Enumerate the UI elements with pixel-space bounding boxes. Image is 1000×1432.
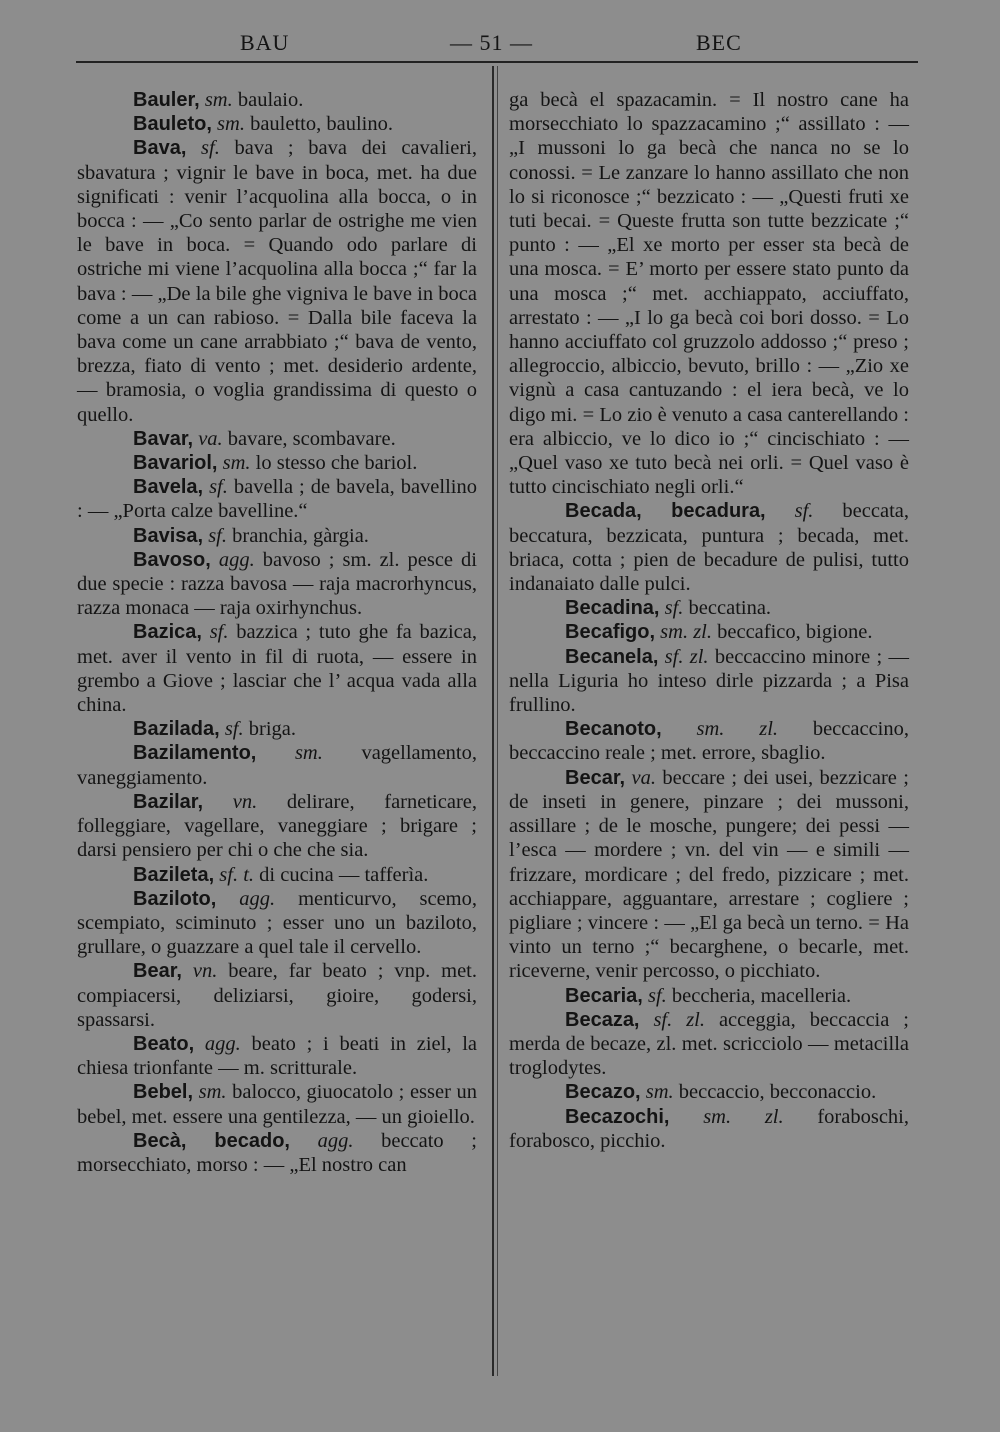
entry-headword: Becafigo, [565, 621, 656, 644]
entry-headword: Bavariol, [133, 452, 218, 475]
entry-definition: bavella ; de bavela, bavellino : — „Porta calze bavelline.“ [77, 476, 477, 523]
dictionary-entry [77, 1032, 477, 1080]
entry-headword: Baziloto, [133, 887, 217, 910]
dictionary-entry [509, 1105, 909, 1153]
dictionary-entry [77, 136, 477, 426]
dictionary-entry [509, 596, 909, 620]
entry-grammar-tag: sf. [647, 984, 667, 1007]
entry-definition: beccata, beccatura, bezzicata, puntura ; becada, met. briaca, cotta ; pien de becadure de pulisi, tutto indanaiato dalle pulci. [509, 500, 909, 596]
entry-headword: Bauleto, [133, 113, 212, 136]
entry-definition: beccaccino, beccaccino reale ; met. errore, sbaglio. [509, 718, 909, 765]
entry-grammar-tag: sm. [294, 742, 323, 765]
entry-grammar-tag: sf. [224, 718, 244, 741]
entry-definition: beato ; i beati in ziel, la chiesa trionfante — m. scritturale. [77, 1032, 478, 1080]
entry-definition: beare, far beato ; vnp. met. compiacersi, deliziarsi, gioire, godersi, spassarsi. [77, 960, 477, 1031]
entry-grammar-tag: sm. zl. [696, 718, 779, 741]
entry-grammar-tag: agg. [317, 1129, 354, 1152]
entry-grammar-tag: sm. [198, 1081, 227, 1104]
dictionary-entry [77, 1080, 477, 1128]
entry-grammar-tag: sm. [222, 452, 251, 475]
entry-headword: Bazilada, [133, 718, 220, 741]
entry-definition: foraboschi, forabosco, picchio. [509, 1105, 909, 1152]
entry-headword: Bavoso, [133, 548, 211, 571]
left-column [77, 88, 477, 1177]
dictionary-entry [77, 741, 477, 789]
entry-headword: Becà, becado, [133, 1129, 290, 1152]
entry-definition: beccare ; dei usei, bezzicare ; de inseti in genere, pinzare ; dei mussoni, assillare ; de le mosche, pungere; dei pessi — l’esca — mordere ; vn. del vin — e simili — frizzare, mordicare ; del fredo, pizzicare ; met. acchiappare, agguantare, arrestare ; cogliere ; pigliare ; vincere : — „El ga becà un terno. = Ha vinto un terno ;“ becarghene, o becarle, met. riceverne, venir percosso, o picchiato. [509, 766, 909, 983]
dictionary-entry [77, 887, 477, 960]
dictionary-entry [509, 766, 909, 984]
entry-headword: Bauler, [133, 89, 200, 111]
entry-definition: bazzica ; tuto ghe fa bazica, met. aver il vento in fil di ruota, — essere in grembo a Giove ; lasciar che l’ acqua vada alla china. [77, 621, 477, 717]
entry-definition: ga becà el spazacamin. = Il nostro cane ha morsecchiato lo spazzacamino ;“ assillato : — „I mussoni lo ga becà che nanca no se lo conossi. = Le zanzare lo hanno assillato che non lo si riconosce ;“ bezzicato : — „Questi fruti xe tuti becai. = Queste frutta son tutte bezzicate ;“ punto : — „El xe morto per esser sta becà de una mosca. = E’ morto per essere stato punto da una mosca ;“ met. acchiappato, acciuffato, arrestato : — „I lo ga becà coi bori dosso. = Lo hanno acciuffato col gruzzolo addosso ;“ preso ; allegroccio, albiccio, bevuto, brillo : — „Zio xe vignù a casa cantuzando : el iera becà, ve lo digo mi. = Lo zio è venuto a casa canterellando : era albiccio, ve lo dico io ;“ cincischiato : — „Quel vaso xe tuto becà nei orli. = Quel vaso è tutto cincischiato negli orli.“ [509, 89, 909, 499]
dictionary-entry [77, 1129, 477, 1177]
entry-grammar-tag: sf. zl. [653, 1008, 705, 1031]
entry-grammar-tag: sf. [208, 524, 227, 547]
entry-definition: di cucina — tafferìa. [254, 863, 429, 886]
entry-headword: Bazilamento, [133, 742, 257, 765]
entry-headword: Beato, [133, 1032, 195, 1055]
entry-headword: Bear, [133, 960, 182, 983]
entry-grammar-tag: sf. [664, 597, 684, 620]
dictionary-entry [77, 112, 477, 136]
entry-definition: vagellamento, vaneggiamento. [77, 742, 477, 789]
column-divider [492, 66, 494, 1376]
entry-headword: Bava, [133, 137, 187, 160]
entry-definition: briga. [243, 718, 297, 741]
entry-grammar-tag: sm. zl. [703, 1105, 784, 1128]
entry-grammar-tag: sm. zl. [660, 621, 712, 644]
entry-grammar-tag: sf. t. [219, 863, 255, 886]
dictionary-entry [509, 717, 909, 765]
entry-grammar-tag: sf. [794, 500, 814, 523]
entry-headword: Becar, [565, 766, 626, 789]
entry-headword: Bebel, [133, 1081, 194, 1104]
entry-headword: Bazileta, [133, 863, 215, 886]
dictionary-entry [77, 790, 477, 863]
entry-definition: beccato ; morsecchiato, morso : — „El nostro can [77, 1129, 477, 1176]
entry-grammar-tag: agg. [239, 887, 276, 910]
dictionary-entry [77, 548, 477, 621]
entry-grammar-tag: sm. [217, 113, 245, 136]
entry-definition: menticurvo, scemo, scempiato, sciminuto ; esser uno un baziloto, grullare, o guazzare a quel tale il cervello. [77, 887, 478, 959]
entry-definition: bavare, scombavare. [222, 427, 396, 450]
dictionary-entry [77, 524, 477, 548]
page-number: — 51 — [450, 30, 533, 55]
right-column [509, 88, 909, 1153]
entry-definition: lo stesso che bariol. [250, 452, 418, 475]
entry-grammar-tag: vn. [232, 790, 258, 813]
dictionary-entry [77, 451, 477, 475]
entry-grammar-tag: sm. [645, 1081, 674, 1104]
dictionary-entry [77, 427, 477, 451]
dictionary-entry [509, 984, 909, 1008]
entry-definition: beccaccio, becconaccio. [673, 1081, 877, 1104]
dictionary-entry [509, 620, 909, 644]
entry-headword: Becanela, [565, 645, 659, 668]
header-left-guide-word: BAU [240, 30, 290, 55]
dictionary-entry [509, 645, 909, 718]
entry-headword: Bazilar, [133, 790, 204, 813]
dictionary-entry [509, 88, 909, 499]
entry-definition: baulaio. [232, 89, 304, 111]
entry-definition: beccafico, bigione. [712, 621, 873, 644]
entry-definition: acceggia, beccaccia ; merda de becaze, zl. met. scricciolo — metacilla troglodytes. [509, 1008, 909, 1080]
header-right-guide-word: BEC [696, 30, 742, 55]
dictionary-entry [77, 88, 477, 112]
entry-definition: beccatina. [683, 597, 772, 620]
entry-grammar-tag: agg. [218, 548, 255, 571]
dictionary-entry [509, 1008, 909, 1081]
entry-headword: Bavisa, [133, 524, 204, 547]
entry-definition: bauletto, baulino. [244, 113, 393, 136]
entry-grammar-tag: agg. [204, 1032, 241, 1055]
entry-headword: Becaria, [565, 984, 643, 1007]
entry-grammar-tag: sf. [201, 137, 220, 160]
entry-grammar-tag: va. [631, 766, 656, 789]
entry-definition: bavoso ; sm. zl. pesce di due specie : razza bavosa — raja macrorhyncus, razza monaca — raja oxirhynchus. [77, 548, 477, 620]
dictionary-entry [509, 1080, 909, 1104]
dictionary-entry [77, 620, 477, 717]
dictionary-entry [77, 959, 477, 1032]
entry-definition: beccaccino minore ; — nella Liguria ho inteso dirle pizzarda ; a Pisa frullino. [509, 645, 909, 717]
entry-headword: Becadina, [565, 597, 660, 620]
entry-headword: Becazo, [565, 1081, 641, 1104]
entry-definition: balocco, giuocatolo ; esser un bebel, met. essere una gentilezza, — un gioiello. [77, 1081, 477, 1128]
entry-grammar-tag: sf. [209, 621, 229, 644]
entry-grammar-tag: va. [198, 427, 223, 450]
entry-grammar-tag: sf. [209, 476, 228, 499]
header-rule [76, 61, 918, 63]
dictionary-entry [77, 863, 477, 887]
dictionary-entry [77, 717, 477, 741]
entry-grammar-tag: sf. zl. [664, 645, 709, 668]
entry-headword: Becazochi, [565, 1105, 670, 1128]
entry-headword: Becada, becadura, [565, 500, 766, 523]
page-header [0, 30, 1000, 62]
entry-headword: Becanoto, [565, 718, 662, 741]
entry-definition: delirare, farneticare, folleggiare, vagellare, vaneggiare ; brigare ; darsi pensiero per chi o che che sia. [77, 790, 477, 862]
dictionary-entry [77, 475, 477, 523]
entry-grammar-tag: sm. [204, 89, 233, 111]
entry-definition: bava ; bava dei cavalieri, sbavatura ; vignir le bave in boca, met. ha due significati : venir l’acquolina alla bocca, o in bocca : — „Co sento parlar de ostrighe me vien le bave in boca. = Quando odo parlare di ostriche mi viene l’acquolina alla bocca ;“ far la bava : — „De la bile ghe vigniva le bave in boca come a un can rabioso. = Dalla bile faceva la bava come un cane arrabbiato ;“ bava de vento, brezza, fiato di vento ; met. desiderio ardente, — bramosia, o voglia grandissima di questo o quello. [77, 137, 477, 426]
entry-definition: branchia, gàrgia. [227, 524, 369, 547]
column-divider-inner [497, 66, 498, 1376]
entry-headword: Becaza, [565, 1008, 640, 1031]
entry-headword: Bazica, [133, 621, 202, 644]
entry-definition: beccheria, macelleria. [666, 984, 852, 1007]
dictionary-entry [509, 499, 909, 596]
entry-grammar-tag: vn. [192, 960, 218, 983]
entry-headword: Bavar, [133, 427, 194, 450]
entry-headword: Bavela, [133, 476, 204, 499]
